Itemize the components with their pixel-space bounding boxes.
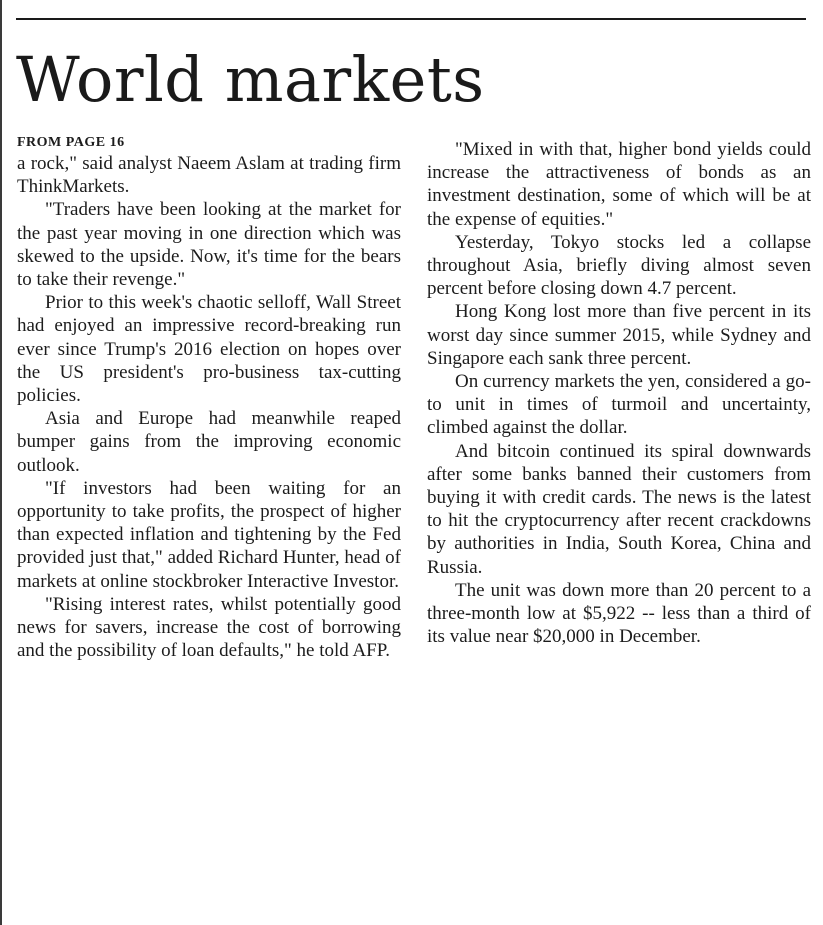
paragraph: a rock," said analyst Naeem Aslam at trading firm ThinkMarkets. <box>17 153 401 198</box>
paragraph: Yesterday, Tokyo stocks led a collapse throughout Asia, briefly diving almost seven percent before closing down 4.7 percent. <box>427 231 811 300</box>
paragraph: Prior to this week's chaotic selloff, Wall Street had enjoyed an impressive record-breaking run ever since Trump's 2016 election on hopes over the US president's pro-business tax-cutting policies. <box>17 292 401 407</box>
paragraph: "If investors had been waiting for an opportunity to take profits, the prospect of higher than expected inflation and tightening by the Fed provided just that," added Richard Hunter, head of markets at online stockbroker Interactive Investor. <box>17 477 401 592</box>
top-rule <box>16 18 806 20</box>
paragraph: "Traders have been looking at the market for the past year moving in one direction which was skewed to the upside. Now, it's time for the bears to take their revenge." <box>17 199 401 291</box>
headline: World markets <box>16 43 485 116</box>
article-column-left <box>17 134 401 662</box>
jump-line: FROM PAGE 16 <box>17 135 125 150</box>
paragraph: "Mixed in with that, higher bond yields could increase the attractiveness of bonds as an investment destination, some of which will be at the expense of equities." <box>427 139 811 230</box>
paragraph: Hong Kong lost more than five percent in its worst day since summer 2015, while Sydney and Singapore each sank three percent. <box>427 301 811 369</box>
page-left-edge <box>0 0 2 925</box>
paragraph: "Rising interest rates, whilst potentially good news for savers, increase the cost of borrowing and the possibility of loan defaults," he told AFP. <box>17 593 401 662</box>
paragraph: The unit was down more than 20 percent to a three-month low at $5,922 -- less than a third of its value near $20,000 in December. <box>427 579 811 648</box>
paragraph: On currency markets the yen, considered a go-to unit in times of turmoil and uncertainty, climbed against the dollar. <box>427 371 811 439</box>
paragraph: And bitcoin continued its spiral downwards after some banks banned their customers from buying it with credit cards. The news is the latest to hit the cryptocurrency after recent crackdowns by authorities in India, South Korea, China and Russia. <box>427 440 811 578</box>
article-column-right <box>427 138 811 648</box>
paragraph: Asia and Europe had meanwhile reaped bumper gains from the improving economic outlook. <box>17 408 401 476</box>
